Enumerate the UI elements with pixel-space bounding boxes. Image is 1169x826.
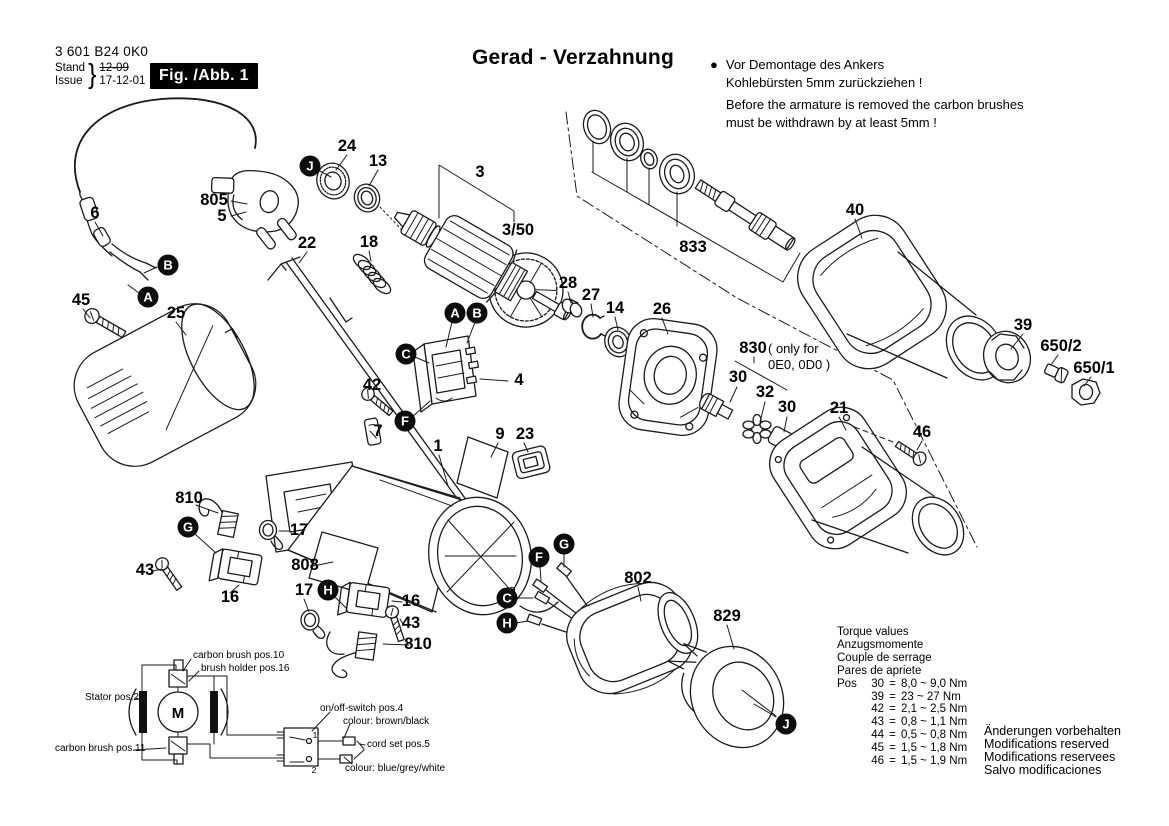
- schematic-label-carbon-brush-10: carbon brush pos.10: [193, 650, 285, 661]
- svg-text:F: F: [401, 413, 409, 429]
- part-label-23: 23: [515, 425, 535, 443]
- part-label-30: 30: [728, 368, 748, 386]
- group-830-note-line2: 0E0, 0D0 ): [768, 357, 831, 372]
- notice-de-line2: Kohlebürsten 5mm zurückziehen !: [725, 74, 923, 90]
- part-label-17: 17: [294, 581, 314, 599]
- torque-title-en: Torque values: [837, 626, 909, 638]
- part-label-833: 833: [679, 238, 707, 256]
- group-830-note-line1: ( only for: [768, 341, 819, 356]
- old-date: 12-09: [99, 61, 129, 74]
- torque-row-39: 39 = 23 ~ 27 Nm: [871, 690, 961, 703]
- switch-terminal-2: 2: [311, 765, 317, 775]
- svg-text:C: C: [401, 346, 411, 362]
- part-label-22: 22: [297, 234, 317, 252]
- schematic-label-stator-2: Stator pos.2: [85, 692, 139, 703]
- part-label-21: 21: [829, 399, 849, 417]
- brush-assembly-right: [301, 581, 407, 681]
- part-label-650-2: 650/2: [1040, 337, 1082, 355]
- part-label-3-50: 3/50: [501, 221, 535, 239]
- torque-row-44: 44 = 0,5 ~ 0,8 Nm: [871, 729, 968, 742]
- part-label-39: 39: [1013, 316, 1033, 334]
- torque-row-42: 42 = 2,1 ~ 2,5 Nm: [871, 703, 968, 716]
- brace-glyph: }: [88, 58, 97, 90]
- footer-line-fr: Modifications reservees: [984, 749, 1116, 764]
- screw-46-drawing: [893, 438, 928, 468]
- header-block: [55, 44, 148, 89]
- torque-row-45: 45 = 1,5 ~ 1,8 Nm: [871, 742, 968, 755]
- letter-badge-G: [554, 534, 575, 555]
- part-label-808: 808: [291, 556, 319, 574]
- svg-text:A: A: [450, 305, 460, 321]
- part-label-16: 16: [401, 592, 421, 610]
- svg-text:A: A: [143, 289, 153, 305]
- part-label-4: 4: [514, 371, 524, 389]
- part-label-26: 26: [652, 300, 672, 318]
- svg-text:F: F: [535, 549, 543, 565]
- torque-row-46: 46 = 1,5 ~ 1,9 Nm: [871, 755, 968, 768]
- part-label-1: 1: [433, 437, 443, 455]
- screw-650-2-drawing: [1043, 362, 1069, 384]
- svg-text:G: G: [558, 536, 570, 552]
- part-label-30: 30: [777, 398, 797, 416]
- letter-badge-A: [445, 303, 466, 324]
- part-label-650-1: 650/1: [1073, 359, 1115, 377]
- footer-line-de: Änderungen vorbehalten: [984, 724, 1121, 738]
- schematic-label-brush-holder-16: brush holder pos.16: [201, 663, 290, 674]
- issue-date: 17-12-01: [99, 74, 146, 87]
- part-label-32: 32: [755, 383, 775, 401]
- part-label-42: 42: [362, 376, 382, 394]
- letter-badge-B: [158, 255, 179, 276]
- part-label-805: 805: [200, 191, 228, 209]
- svg-text:J: J: [782, 716, 790, 732]
- motor-letter: M: [171, 705, 185, 722]
- part-label-830: 830: [739, 339, 767, 357]
- torque-title-de: Anzugsmomente: [837, 638, 924, 651]
- part-label-7: 7: [373, 422, 383, 440]
- letter-badge-J: [300, 156, 321, 177]
- screw-45-drawing: [82, 306, 128, 341]
- notice-de-line1: Vor Demontage des Ankers: [725, 57, 885, 72]
- notice-block: [710, 56, 1024, 131]
- switch-terminal-1: 1: [312, 730, 318, 740]
- part-label-43: 43: [135, 561, 155, 579]
- notice-en-line2: must be withdrawn by at least 5mm !: [725, 114, 937, 130]
- stand-label: Stand: [55, 61, 86, 74]
- letter-badge-F: [529, 547, 550, 568]
- letter-badge-C: [396, 344, 417, 365]
- letter-badge-C: [497, 588, 518, 609]
- torque-rows: [837, 678, 967, 768]
- torque-row-30: Pos 30 = 8,0 ~ 9,0 Nm: [837, 677, 968, 690]
- letter-badge-G: [178, 517, 199, 538]
- knob-23-drawing: [511, 445, 551, 479]
- part-label-810: 810: [404, 635, 432, 653]
- letter-badge-A: [138, 287, 159, 308]
- torque-table: [837, 626, 967, 768]
- part-label-13: 13: [368, 152, 388, 170]
- part-label-28: 28: [558, 274, 578, 292]
- schematic-label-switch-4: on/off-switch pos.4: [320, 703, 404, 714]
- svg-text:H: H: [502, 615, 512, 631]
- letter-badge-J: [776, 714, 797, 735]
- letter-badge-H: [497, 613, 518, 634]
- part-label-3: 3: [475, 163, 485, 181]
- snap-ring-27-drawing: [582, 315, 605, 339]
- letter-badge-H: [318, 580, 339, 601]
- bearing-13-drawing: [351, 181, 383, 215]
- part-label-810: 810: [175, 489, 203, 507]
- part-label-46: 46: [912, 423, 932, 441]
- schematic-label-carbon-brush-11: carbon brush pos.11: [55, 743, 146, 754]
- part-label-43: 43: [401, 614, 421, 632]
- footer-line-es: Salvo modificaciones: [984, 762, 1102, 777]
- torque-row-43: 43 = 0,8 ~ 1,1 Nm: [871, 716, 968, 729]
- svg-text:B: B: [163, 257, 173, 273]
- footer-notes: [984, 725, 1121, 777]
- footer-line-en: Modifications reserved: [984, 736, 1110, 751]
- letter-badge-B: [467, 303, 488, 324]
- page-title: Gerad - Verzahnung: [472, 46, 674, 69]
- stator-802-drawing: [527, 563, 712, 709]
- torque-title-es: Pares de apriete: [837, 664, 922, 677]
- figure-badge: Fig. /Abb. 1: [150, 63, 258, 89]
- spring-18-drawing: [351, 252, 394, 297]
- part-label-24: 24: [337, 137, 357, 155]
- svg-text:C: C: [502, 590, 512, 606]
- part-label-17: 17: [289, 521, 309, 539]
- svg-text:G: G: [182, 519, 194, 535]
- notice-en-line1: Before the armature is removed the carbon brushes: [725, 97, 1024, 112]
- part-label-18: 18: [359, 233, 379, 251]
- schematic-label-colour-top: colour: brown/black: [343, 716, 430, 727]
- part-label-9: 9: [495, 425, 505, 443]
- letter-badge-F: [395, 411, 416, 432]
- part-label-14: 14: [605, 299, 625, 317]
- schematic-label-cord-set-5: cord set pos.5: [367, 739, 430, 750]
- schematic-label-colour-bottom: colour: blue/grey/white: [345, 763, 446, 774]
- svg-text:B: B: [472, 305, 482, 321]
- svg-text:H: H: [323, 582, 333, 598]
- svg-text:J: J: [306, 158, 314, 174]
- part-label-45: 45: [71, 291, 91, 309]
- torque-title-fr: Couple de serrage: [837, 651, 932, 664]
- model-number: 3 601 B24 0K0: [55, 44, 149, 59]
- part-label-16: 16: [220, 588, 240, 606]
- issue-label: Issue: [55, 74, 83, 87]
- part-label-25: 25: [166, 304, 186, 322]
- cover-21-drawing: [759, 397, 974, 565]
- bullet-icon: ●: [710, 57, 718, 72]
- part-label-5: 5: [217, 207, 227, 225]
- label-sheet-9-drawing: [457, 437, 508, 498]
- part-label-6: 6: [90, 204, 100, 222]
- armature-drawing: [378, 183, 589, 347]
- part-label-802: 802: [624, 569, 652, 587]
- brush-assembly-left: [153, 497, 282, 592]
- part-label-40: 40: [845, 201, 865, 219]
- part-label-829: 829: [713, 607, 741, 625]
- part-label-27: 27: [581, 286, 601, 304]
